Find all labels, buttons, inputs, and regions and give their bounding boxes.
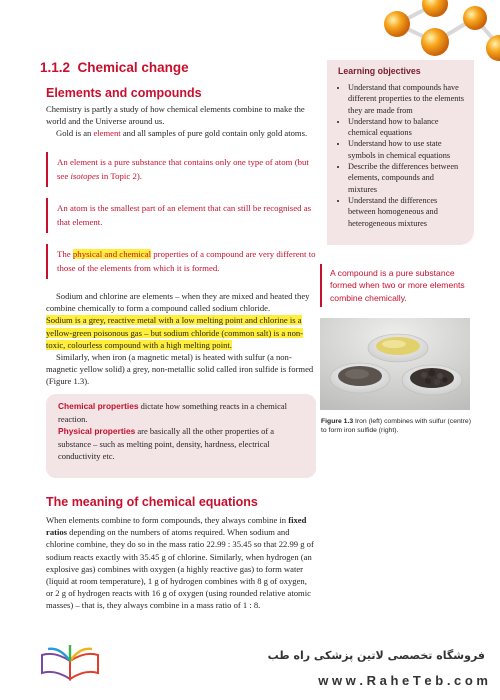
paragraph-fixed-ratios: When elements combine to form compounds, they always combine in fixed ratios depending on the numbers of atoms required. When sodium and chlorine combine, they do so in the mass ratio 22.99 : 35.45 so that 22.99 g of sodium reacts exactly with 35.45 g of chlorine. Similarly, when hydrogen (an explosive gas) combines with oxygen (a highly reactive gas) to form water (liquid at room temperature), 1 g of hydrogen combines with 8 g of oxygen, or 2 g of hydrogen reacts with 16 g of oxygen (using rounded relative atomic masses) – that is, they always combine in a mass ratio of 1 : 8. (46, 515, 314, 611)
heading-elements-compounds: Elements and compounds (46, 86, 202, 100)
paragraph-sodium-highlight: Sodium is a grey, reactive metal with a low melting point and chlorine is a yellow-green poisonous gas – but sodium chloride (common salt) is a non-toxic, colourless compound with a high melting point. (46, 315, 304, 350)
photo-illustration (320, 318, 470, 410)
footer-persian-text: فروشگاه تخصصی لاتین پزشکی راه طب (267, 649, 485, 662)
objective-item: • Describe the differences between elements, compounds and mixtures (348, 161, 465, 195)
footer-branding (0, 635, 500, 700)
paragraph-gold: Gold is an element and all samples of pure gold contain only gold atoms. (56, 128, 308, 139)
figure-photo (320, 318, 470, 410)
definitions-box (46, 394, 316, 478)
footer-url: w w w . R a h e T e b . c o m (318, 673, 488, 688)
paragraph-intro (46, 103, 316, 140)
definition-physical-properties: Physical properties are basically all the other properties of a substance – such as melting point, density, hardness, electrical conductivity etc. (58, 426, 275, 462)
book-logo-icon (40, 643, 100, 683)
learning-objectives-list (336, 82, 465, 229)
callout-compound-properties: The physical and chemical properties of a compound are very different to those of the elements from which it is formed. (46, 244, 319, 279)
term-fixed-ratios: fixed ratios (46, 515, 307, 538)
objective-item: • Understand the differences between homogeneous and heterogeneous mixtures (348, 195, 465, 229)
paragraph-sodium-chlorine (46, 290, 316, 388)
objective-item: • Understand that compounds have different properties to the elements they are made from (348, 82, 465, 116)
paragraph-chemistry: Chemistry is partly a study of how chemical elements combine to make the world and the Universe around us. (46, 104, 305, 127)
molecule-decoration (375, 0, 500, 62)
learning-objectives-box (327, 60, 474, 245)
paragraph-sodium-elements: Sodium and chlorine are elements – when they are mixed and heated they combine chemically to form a compound called sodium chloride. (46, 291, 310, 314)
figure-caption: Figure 1.3 Iron (left) combines with sulfur (centre) to form iron sulfide (right). (321, 418, 471, 435)
callout-element-definition: An element is a pure substance that contains only one type of atom (but see isotopes in Topic 2). (46, 152, 319, 187)
callout-atom-definition: An atom is the smallest part of an element that can still be recognised as that element. (46, 198, 319, 233)
objective-item: • Understand how to use state symbols in chemical equations (348, 138, 465, 161)
learning-objectives-title: Learning objectives (338, 66, 421, 76)
term-element: element (93, 128, 121, 139)
term-isotopes: isotopes (70, 170, 100, 181)
side-definition-compound: A compound is a pure substance formed when two or more elements combine chemically. (320, 264, 478, 307)
section-title: 1.1.2 Chemical change (40, 60, 189, 75)
highlight-physical-chemical: physical and chemical (72, 249, 152, 259)
figure-label: Figure 1.3 (321, 418, 354, 425)
paragraph-iron-sulfur: Similarly, when iron (a magnetic metal) is heated with sulfur (a non-magnetic yellow solid) a grey, non-metallic solid called iron sulfide is formed (Figure 1.3). (46, 352, 314, 387)
definition-chemical-properties: Chemical properties dictate how something reacts in a chemical reaction. (58, 401, 287, 424)
objective-item: • Understand how to balance chemical equations (348, 116, 465, 139)
heading-chemical-equations: The meaning of chemical equations (46, 495, 258, 509)
